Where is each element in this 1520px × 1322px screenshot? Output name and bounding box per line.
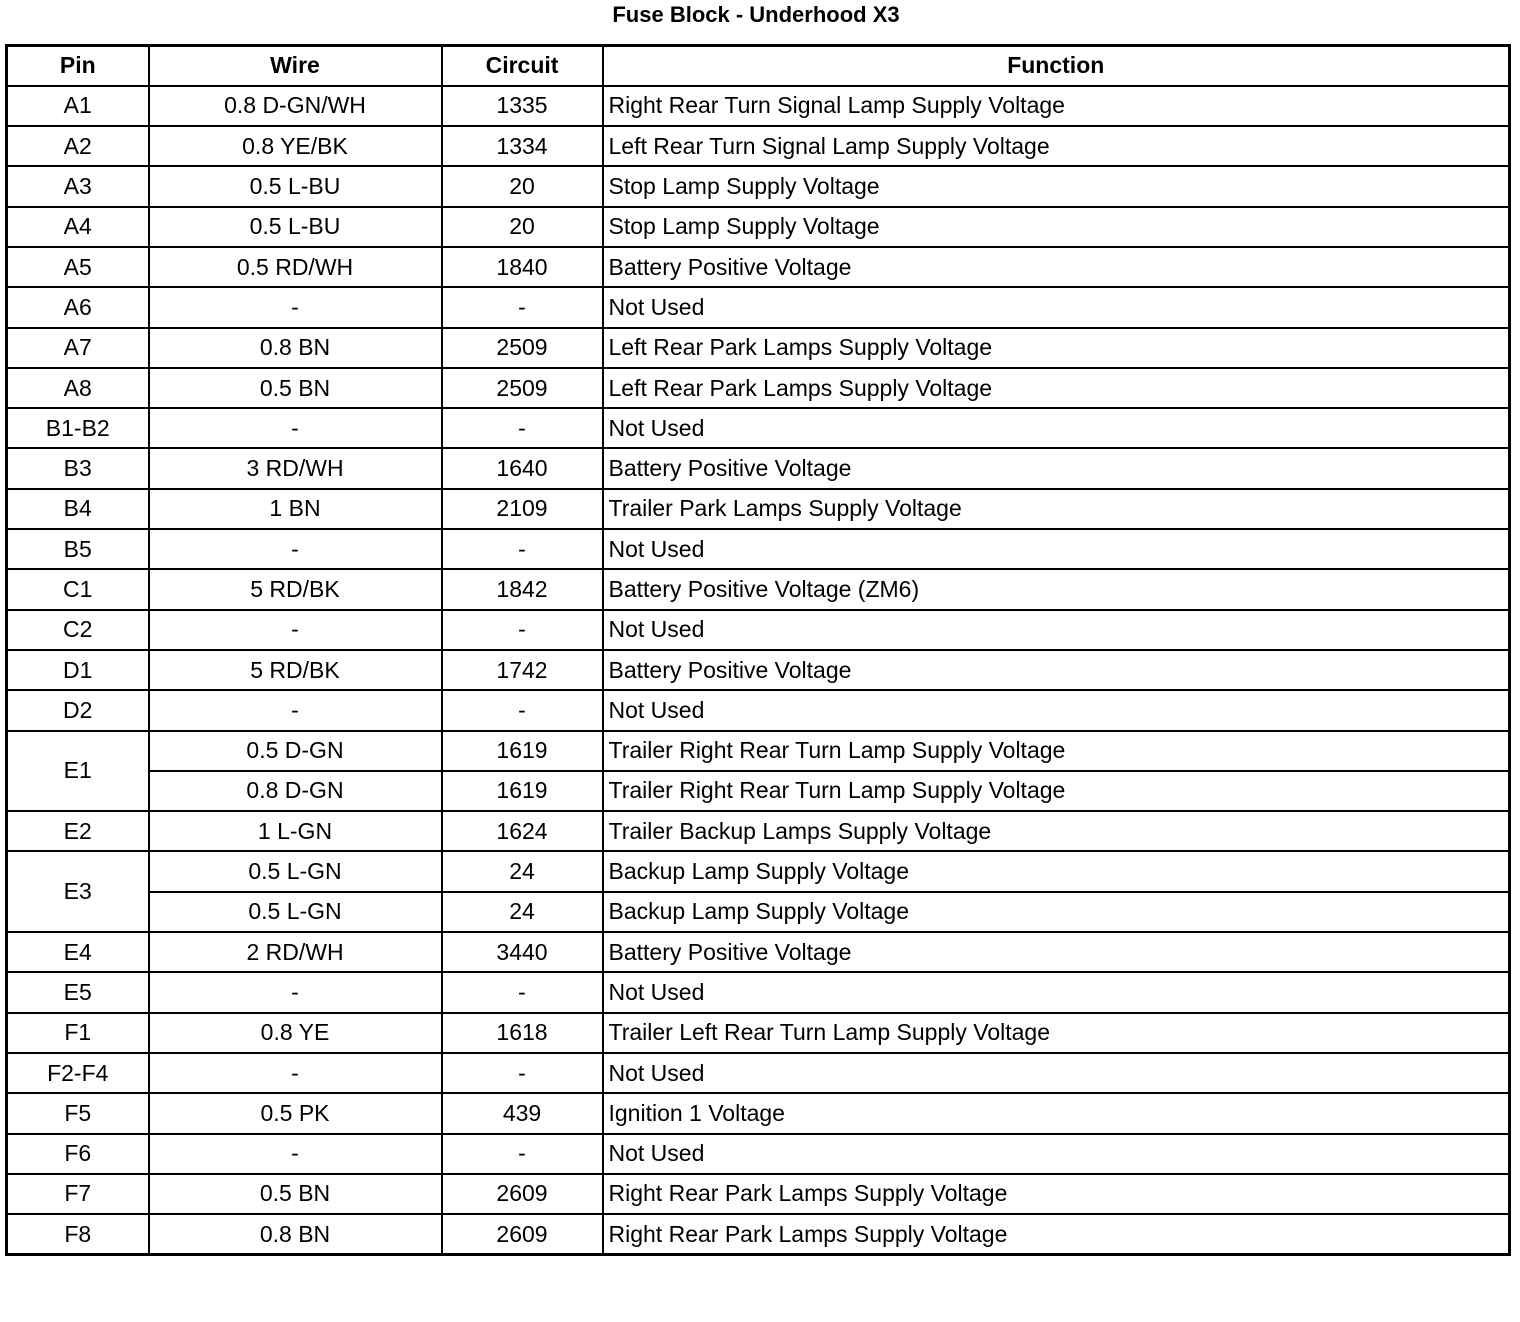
pin-cell: D1 [7,650,149,690]
circuit-cell: 1640 [442,448,603,488]
function-cell: Trailer Park Lamps Supply Voltage [603,489,1510,529]
function-cell: Backup Lamp Supply Voltage [603,892,1510,932]
function-cell: Trailer Right Rear Turn Lamp Supply Voltage [603,731,1510,771]
table-row [7,771,1510,811]
table-row [7,569,1510,609]
wire-cell: 0.5 PK [149,1093,442,1133]
function-cell: Trailer Right Rear Turn Lamp Supply Voltage [603,771,1510,811]
function-cell: Backup Lamp Supply Voltage [603,851,1510,891]
pin-cell: A1 [7,86,149,126]
wire-cell: 0.8 YE/BK [149,126,442,166]
wire-cell: 0.8 BN [149,328,442,368]
table-row [7,86,1510,126]
table-row [7,207,1510,247]
pin-cell: C2 [7,610,149,650]
table-row [7,328,1510,368]
table-row [7,1174,1510,1214]
circuit-cell: - [442,972,603,1012]
circuit-cell: 3440 [442,932,603,972]
table-row [7,932,1510,972]
table-row [7,408,1510,448]
wire-cell: 0.5 RD/WH [149,247,442,287]
circuit-cell: 1840 [442,247,603,287]
function-cell: Right Rear Park Lamps Supply Voltage [603,1214,1510,1254]
table-row [7,166,1510,206]
circuit-cell: 2609 [442,1214,603,1254]
circuit-cell: 2609 [442,1174,603,1214]
wire-cell: 1 BN [149,489,442,529]
circuit-cell: 2109 [442,489,603,529]
table-row [7,610,1510,650]
pin-cell: E4 [7,932,149,972]
table-row [7,650,1510,690]
wire-cell: 0.5 D-GN [149,731,442,771]
circuit-cell: 20 [442,166,603,206]
wire-cell: 5 RD/BK [149,650,442,690]
circuit-cell: - [442,1053,603,1093]
function-cell: Right Rear Park Lamps Supply Voltage [603,1174,1510,1214]
circuit-cell: 24 [442,892,603,932]
table-row [7,1093,1510,1133]
wire-cell: 0.5 L-GN [149,851,442,891]
function-cell: Stop Lamp Supply Voltage [603,207,1510,247]
table-row [7,287,1510,327]
pin-cell: A4 [7,207,149,247]
wire-cell: 0.8 BN [149,1214,442,1254]
function-cell: Left Rear Park Lamps Supply Voltage [603,368,1510,408]
pin-cell: A2 [7,126,149,166]
header-function: Function [603,46,1510,86]
pin-cell: B1-B2 [7,408,149,448]
wire-cell: - [149,1134,442,1174]
pin-cell: D2 [7,690,149,730]
function-cell: Right Rear Turn Signal Lamp Supply Voltage [603,86,1510,126]
wire-cell: 0.5 BN [149,368,442,408]
pin-cell: B4 [7,489,149,529]
wire-cell: - [149,972,442,1012]
wire-cell: 2 RD/WH [149,932,442,972]
circuit-cell: 1335 [442,86,603,126]
wire-cell: - [149,1053,442,1093]
table-row [7,247,1510,287]
wire-cell: 3 RD/WH [149,448,442,488]
function-cell: Not Used [603,610,1510,650]
pin-cell: A3 [7,166,149,206]
pin-cell: A5 [7,247,149,287]
table-title: Fuse Block - Underhood X3 [612,2,900,27]
pin-cell: E1 [7,731,149,812]
table-row [7,368,1510,408]
pin-cell: F1 [7,1013,149,1053]
function-cell: Not Used [603,529,1510,569]
wire-cell: - [149,408,442,448]
wire-cell: - [149,287,442,327]
pin-cell: F6 [7,1134,149,1174]
circuit-cell: 1624 [442,811,603,851]
table-row [7,1134,1510,1174]
header-pin: Pin [7,46,149,86]
pinout-table [5,44,1511,1256]
circuit-cell: 20 [442,207,603,247]
function-cell: Trailer Backup Lamps Supply Voltage [603,811,1510,851]
circuit-cell: 1619 [442,771,603,811]
function-cell: Battery Positive Voltage [603,650,1510,690]
pin-cell: E3 [7,851,149,932]
function-cell: Battery Positive Voltage (ZM6) [603,569,1510,609]
wire-cell: - [149,529,442,569]
function-cell: Left Rear Park Lamps Supply Voltage [603,328,1510,368]
table-row [7,972,1510,1012]
table-row [7,126,1510,166]
circuit-cell: 1619 [442,731,603,771]
function-cell: Trailer Left Rear Turn Lamp Supply Voltage [603,1013,1510,1053]
header-circuit: Circuit [442,46,603,86]
wire-cell: 5 RD/BK [149,569,442,609]
pin-cell: C1 [7,569,149,609]
pin-cell: F7 [7,1174,149,1214]
function-cell: Battery Positive Voltage [603,932,1510,972]
circuit-cell: 2509 [442,368,603,408]
table-row [7,851,1510,891]
table-row [7,731,1510,771]
circuit-cell: 2509 [442,328,603,368]
wire-cell: 1 L-GN [149,811,442,851]
table-row [7,448,1510,488]
function-cell: Battery Positive Voltage [603,448,1510,488]
table-row [7,811,1510,851]
circuit-cell: - [442,610,603,650]
function-cell: Not Used [603,408,1510,448]
circuit-cell: 1334 [442,126,603,166]
circuit-cell: 1742 [442,650,603,690]
table-row [7,1053,1510,1093]
function-cell: Not Used [603,1053,1510,1093]
wire-cell: 0.8 YE [149,1013,442,1053]
circuit-cell: - [442,1134,603,1174]
function-cell: Not Used [603,972,1510,1012]
header-wire: Wire [149,46,442,86]
function-cell: Not Used [603,1134,1510,1174]
wire-cell: 0.5 L-GN [149,892,442,932]
wire-cell: 0.8 D-GN [149,771,442,811]
wire-cell: 0.8 D-GN/WH [149,86,442,126]
wire-cell: - [149,610,442,650]
circuit-cell: 24 [442,851,603,891]
circuit-cell: - [442,690,603,730]
table-row [7,690,1510,730]
function-cell: Ignition 1 Voltage [603,1093,1510,1133]
pin-cell: B3 [7,448,149,488]
circuit-cell: - [442,529,603,569]
table-row [7,529,1510,569]
function-cell: Not Used [603,287,1510,327]
wire-cell: 0.5 BN [149,1174,442,1214]
function-cell: Left Rear Turn Signal Lamp Supply Voltage [603,126,1510,166]
table-row [7,892,1510,932]
pin-cell: B5 [7,529,149,569]
circuit-cell: 439 [442,1093,603,1133]
pin-cell: E5 [7,972,149,1012]
function-cell: Stop Lamp Supply Voltage [603,166,1510,206]
pin-cell: A7 [7,328,149,368]
pin-cell: A6 [7,287,149,327]
pin-cell: F5 [7,1093,149,1133]
wire-cell: 0.5 L-BU [149,166,442,206]
pin-cell: F8 [7,1214,149,1254]
pin-cell: E2 [7,811,149,851]
table-row [7,1214,1510,1254]
function-cell: Battery Positive Voltage [603,247,1510,287]
header-row [7,46,1510,86]
circuit-cell: - [442,287,603,327]
circuit-cell: 1618 [442,1013,603,1053]
circuit-cell: 1842 [442,569,603,609]
circuit-cell: - [442,408,603,448]
wire-cell: - [149,690,442,730]
table-row [7,489,1510,529]
wire-cell: 0.5 L-BU [149,207,442,247]
pin-cell: F2-F4 [7,1053,149,1093]
pin-cell: A8 [7,368,149,408]
table-row [7,1013,1510,1053]
function-cell: Not Used [603,690,1510,730]
